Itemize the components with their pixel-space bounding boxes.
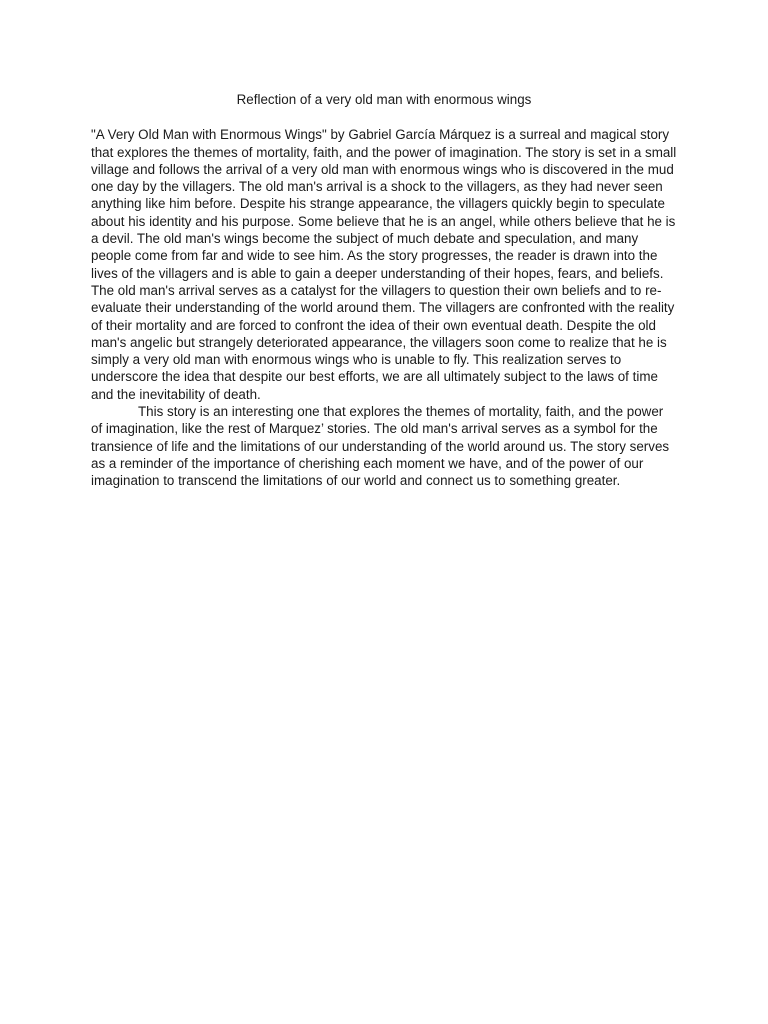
- document-body: [91, 91, 677, 490]
- document-title: Reflection of a very old man with enormous wings: [236, 92, 532, 107]
- paragraph-2: This story is an interesting one that explores the themes of mortality, faith, and the power of imagination, like the rest of Marquez’ stories. The old man's arrival serves as a symbol for the transience of life and the limitations of our understanding of the world around us. The story serves as a reminder of the importance of cherishing each moment we have, and of the power of our imagination to transcend the limitations of our world and connect us to something greater.: [91, 404, 670, 489]
- paragraph-1: "A Very Old Man with Enormous Wings" by Gabriel García Márquez is a surreal and magical story that explores the themes of mortality, faith, and the power of imagination. The story is set in a small village and follows the arrival of a very old man with enormous wings who is discovered in the mud one day by the villagers. The old man's arrival is a shock to the villagers, as they had never seen anything like him before. Despite his strange appearance, the villagers quickly begin to speculate about his identity and his purpose. Some believe that he is an angel, while others believe that he is a devil. The old man's wings become the subject of much debate and speculation, and many people come from far and wide to see him. As the story progresses, the reader is drawn into the lives of the villagers and is able to gain a deeper understanding of their hopes, fears, and beliefs. The old man's arrival serves as a catalyst for the villagers to question their own beliefs and to re-evaluate their understanding of the world around them. The villagers are confronted with the reality of their mortality and are forced to confront the idea of their own eventual death. Despite the old man's angelic but strangely deteriorated appearance, the villagers soon come to realize that he is simply a very old man with enormous wings who is unable to fly. This realization serves to underscore the idea that despite our best efforts, we are all ultimately subject to the laws of time and the inevitability of death.: [91, 127, 677, 402]
